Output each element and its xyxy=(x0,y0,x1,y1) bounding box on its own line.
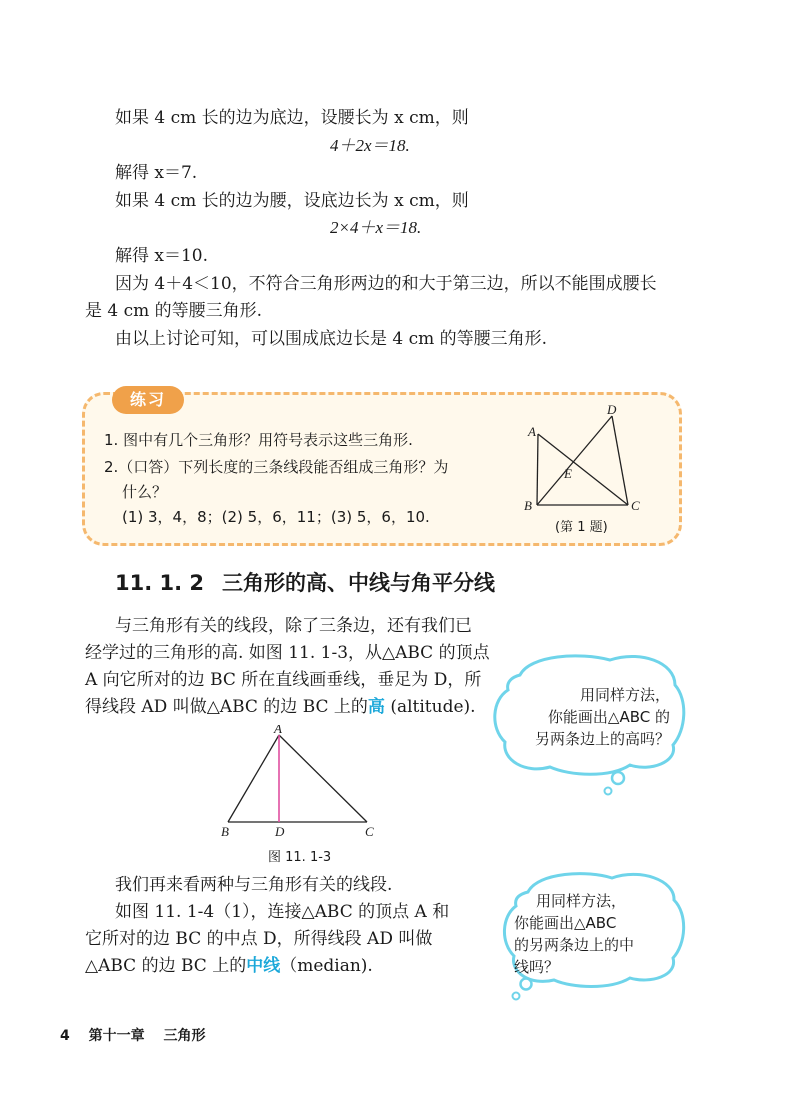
cloud-bubble xyxy=(513,993,520,1000)
segment-bd xyxy=(537,416,612,505)
exercise-question: 2.（口答）下列长度的三条线段能否组成三角形？为 xyxy=(104,458,449,476)
point-label-b: B xyxy=(524,498,532,512)
exercise-question: (1) 3，4，8；(2) 5，6，11；(3) 5，6，10. xyxy=(122,508,430,526)
paragraph-line: A 向它所对的边 BC 所在直线画垂线，垂足为 D，所 xyxy=(85,670,482,690)
point-label-c: C xyxy=(631,498,640,512)
chapter-label: 第十一章 xyxy=(88,1028,145,1044)
altitude-figure xyxy=(215,725,385,840)
cloud-bubble xyxy=(612,772,624,784)
segment-ab xyxy=(537,434,538,505)
point-label-d: D xyxy=(275,824,285,839)
section-number: 11. 1. 2 xyxy=(115,571,205,595)
exercise-figure xyxy=(520,402,650,512)
cloud-line: 用同样方法， xyxy=(579,686,670,704)
cloud-line: 另两条边上的高吗？ xyxy=(534,730,670,748)
cloud-line: 你能画出△ABC 的 xyxy=(547,708,670,726)
point-label-b: B xyxy=(221,824,229,839)
exercise-tag: 练习 xyxy=(112,386,184,414)
paragraph-line: 如果 4 cm 长的边为底边，设腰长为 x cm，则 xyxy=(115,108,469,128)
point-label-e: E xyxy=(564,466,572,481)
paragraph-line xyxy=(85,954,373,978)
section-heading xyxy=(115,567,495,597)
cloud-bubble xyxy=(605,788,612,795)
exercise-question: 什么？ xyxy=(122,483,168,501)
paragraph-line: 经学过的三角形的高. 如图 11. 1-3，从△ABC 的顶点 xyxy=(85,643,490,663)
point-label-c: C xyxy=(365,824,374,839)
term-median: 中线 xyxy=(246,956,281,976)
paragraph-line xyxy=(85,695,476,719)
section-title: 三角形的高、中线与角平分线 xyxy=(222,571,496,595)
segment-dc xyxy=(612,416,628,505)
chapter-title: 三角形 xyxy=(163,1028,206,1044)
paragraph-line: 由以上讨论可知，可以围成底边长是 4 cm 的等腰三角形. xyxy=(115,329,548,349)
equation: 4＋2x＝18. xyxy=(330,136,410,155)
cloud-text xyxy=(514,890,666,978)
paragraph-line: 它所对的边 BC 的中点 D，所得线段 AD 叫做 xyxy=(85,929,433,949)
paragraph-line: 如果 4 cm 长的边为腰，设底边长为 x cm，则 xyxy=(115,191,469,211)
segment-ab xyxy=(228,735,279,822)
cloud-bubble xyxy=(521,979,532,990)
page-footer xyxy=(60,1025,220,1045)
cloud-line: 你能画出△ABC xyxy=(514,914,617,932)
paragraph-line: 是 4 cm 的等腰三角形. xyxy=(85,301,263,321)
figure-caption: (第 1 题) xyxy=(555,520,608,535)
point-label-d: D xyxy=(607,402,617,417)
paragraph-line: 我们再来看两种与三角形有关的线段. xyxy=(115,875,393,895)
paragraph-line: 如图 11. 1-4（1），连接△ABC 的顶点 A 和 xyxy=(115,902,450,922)
text-span: 得线段 AD 叫做△ABC 的边 BC 上的 xyxy=(85,697,368,717)
cloud-line: 线吗？ xyxy=(514,958,560,976)
segment-ac xyxy=(538,434,628,505)
text-span: △ABC 的边 BC 上的 xyxy=(85,956,247,976)
page-number: 4 xyxy=(60,1028,70,1044)
cloud-text xyxy=(508,684,670,750)
segment-ac xyxy=(279,735,367,822)
paragraph-line: 与三角形有关的线段，除了三条边，还有我们已 xyxy=(115,616,472,636)
paragraph-line: 解得 x＝7. xyxy=(115,163,198,183)
point-label-a: A xyxy=(274,725,282,736)
text-span: (altitude). xyxy=(384,697,476,717)
paragraph-line: 解得 x＝10. xyxy=(115,246,209,266)
text-span: （median). xyxy=(280,956,373,976)
paragraph-line: 因为 4＋4＜10，不符合三角形两边的和大于第三边，所以不能围成腰长 xyxy=(115,274,657,294)
exercise-question: 1. 图中有几个三角形？用符号表示这些三角形. xyxy=(104,431,413,449)
figure-caption: 图 11. 1-3 xyxy=(268,850,332,865)
cloud-line: 用同样方法， xyxy=(536,892,627,910)
term-altitude: 高 xyxy=(367,697,385,717)
equation: 2×4＋x＝18. xyxy=(330,218,422,237)
cloud-line: 的另两条边上的中 xyxy=(514,936,635,954)
point-label-a: A xyxy=(528,424,536,439)
